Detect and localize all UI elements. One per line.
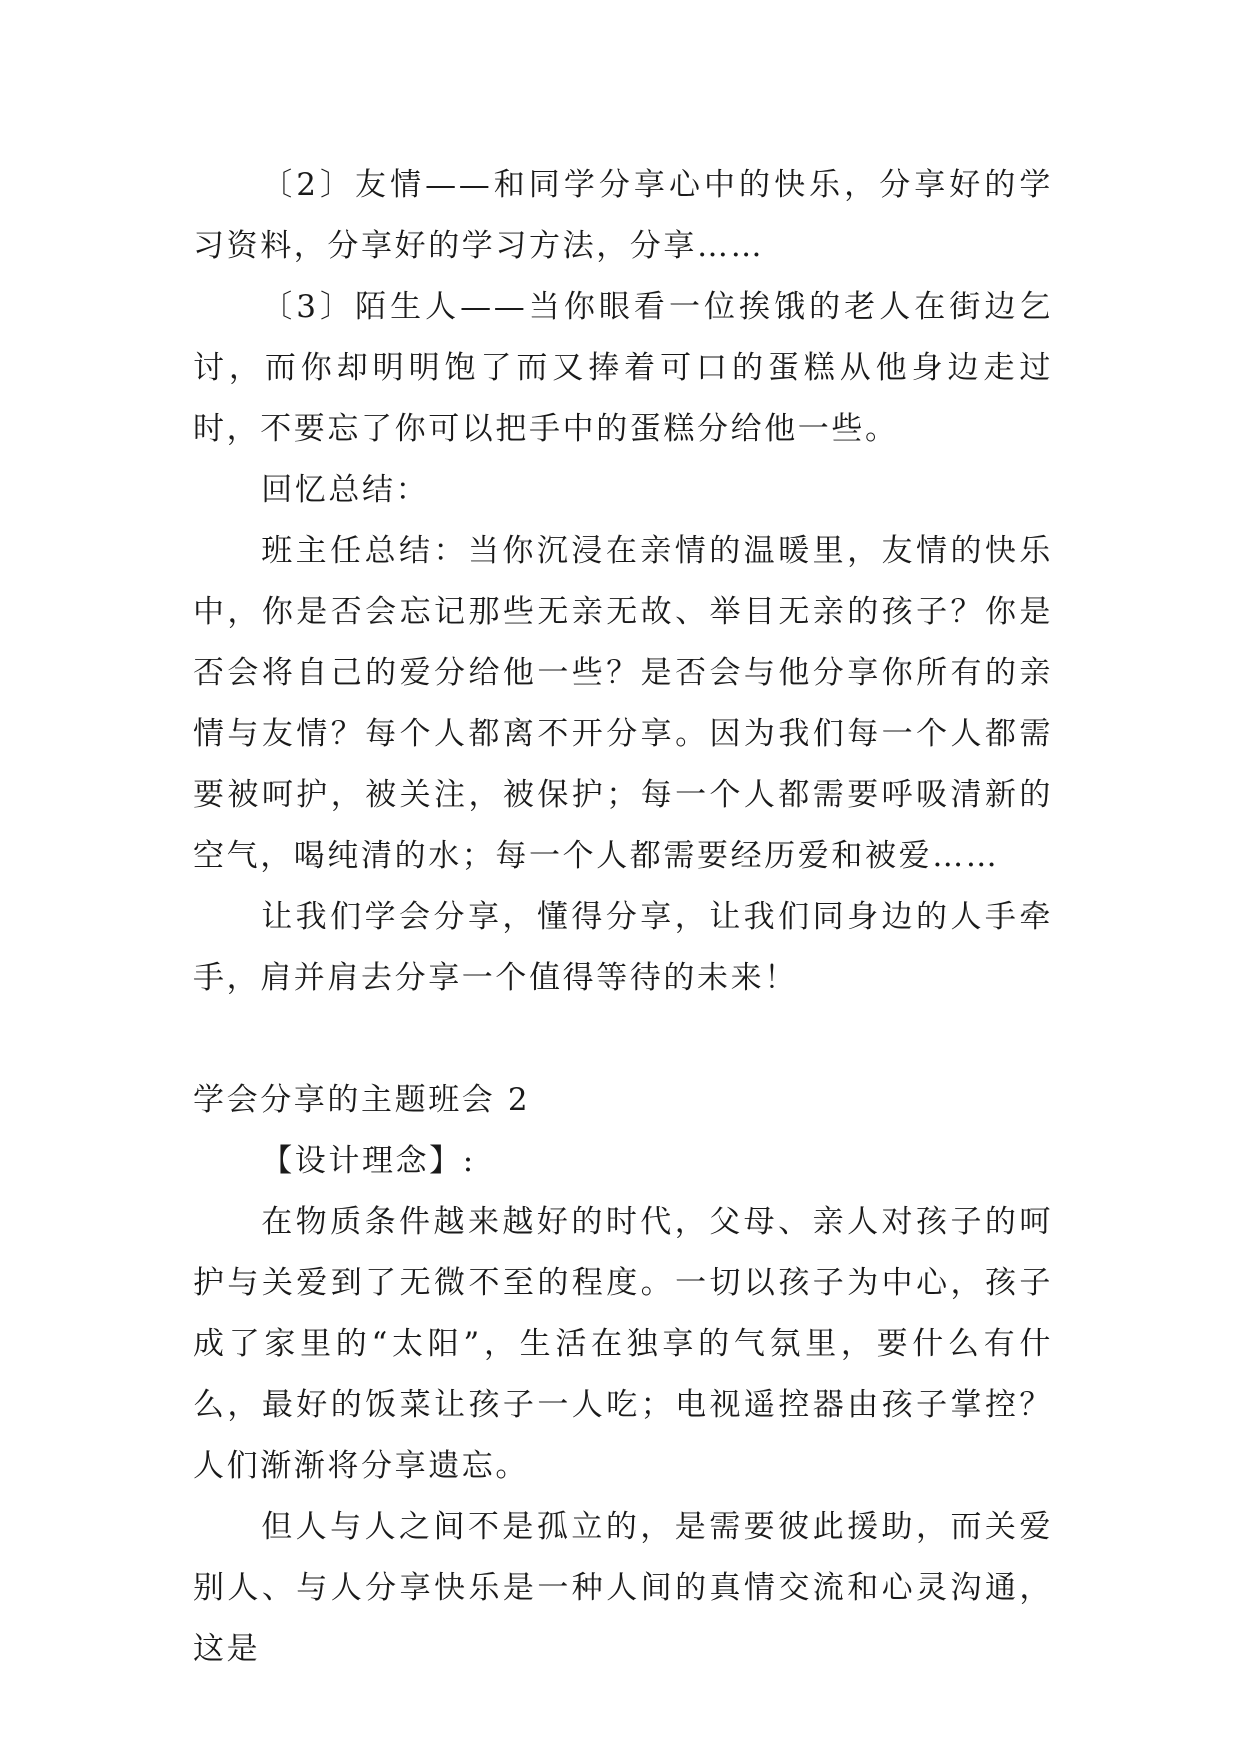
document-body (193, 155, 1053, 1680)
paragraph-stranger: 〔3〕陌生人——当你眼看一位挨饿的老人在街边乞讨，而你却明明饱了而又捧着可口的蛋糕从他身边走过时，不要忘了你可以把手中的蛋糕分给他一些。 (193, 289, 1053, 447)
paragraph-design-concept: 在物质条件越来越好的时代，父母、亲人对孩子的呵护与关爱到了无微不至的程度。一切以孩子为中心，孩子成了家里的“太阳”，生活在独享的气氛里，要什么有什么，最好的饭菜让孩子一人吃；电视遥控器由孩子掌控？人们渐渐将分享遗忘。 (193, 1204, 1053, 1484)
paragraph-closing: 让我们学会分享，懂得分享，让我们同身边的人手牵手，肩并肩去分享一个值得等待的未来！ (193, 899, 1053, 996)
paragraph-teacher-summary: 班主任总结：当你沉浸在亲情的温暖里，友情的快乐中，你是否会忘记那些无亲无故、举目无亲的孩子？你是否会将自己的爱分给他一些？是否会与他分享你所有的亲情与友情？每个人都离不开分享。因为我们每一个人都需要被呵护，被关注，被保护；每一个人都需要呼吸清新的空气，喝纯清的水；每一个人都需要经历爱和被爱…… (193, 533, 1053, 874)
paragraph-friendship: 〔2〕友情——和同学分享心中的快乐，分享好的学习资料，分享好的学习方法，分享…… (193, 167, 1053, 264)
section-title: 学会分享的主题班会 2 (193, 1082, 531, 1118)
paragraph-recall-summary: 回忆总结： (261, 472, 430, 508)
paragraph-interpersonal: 但人与人之间不是孤立的，是需要彼此援助，而关爱别人、与人分享快乐是一种人间的真情交流和心灵沟通，这是 (193, 1509, 1053, 1667)
paragraph-design-concept-label: 【设计理念】: (261, 1143, 476, 1179)
